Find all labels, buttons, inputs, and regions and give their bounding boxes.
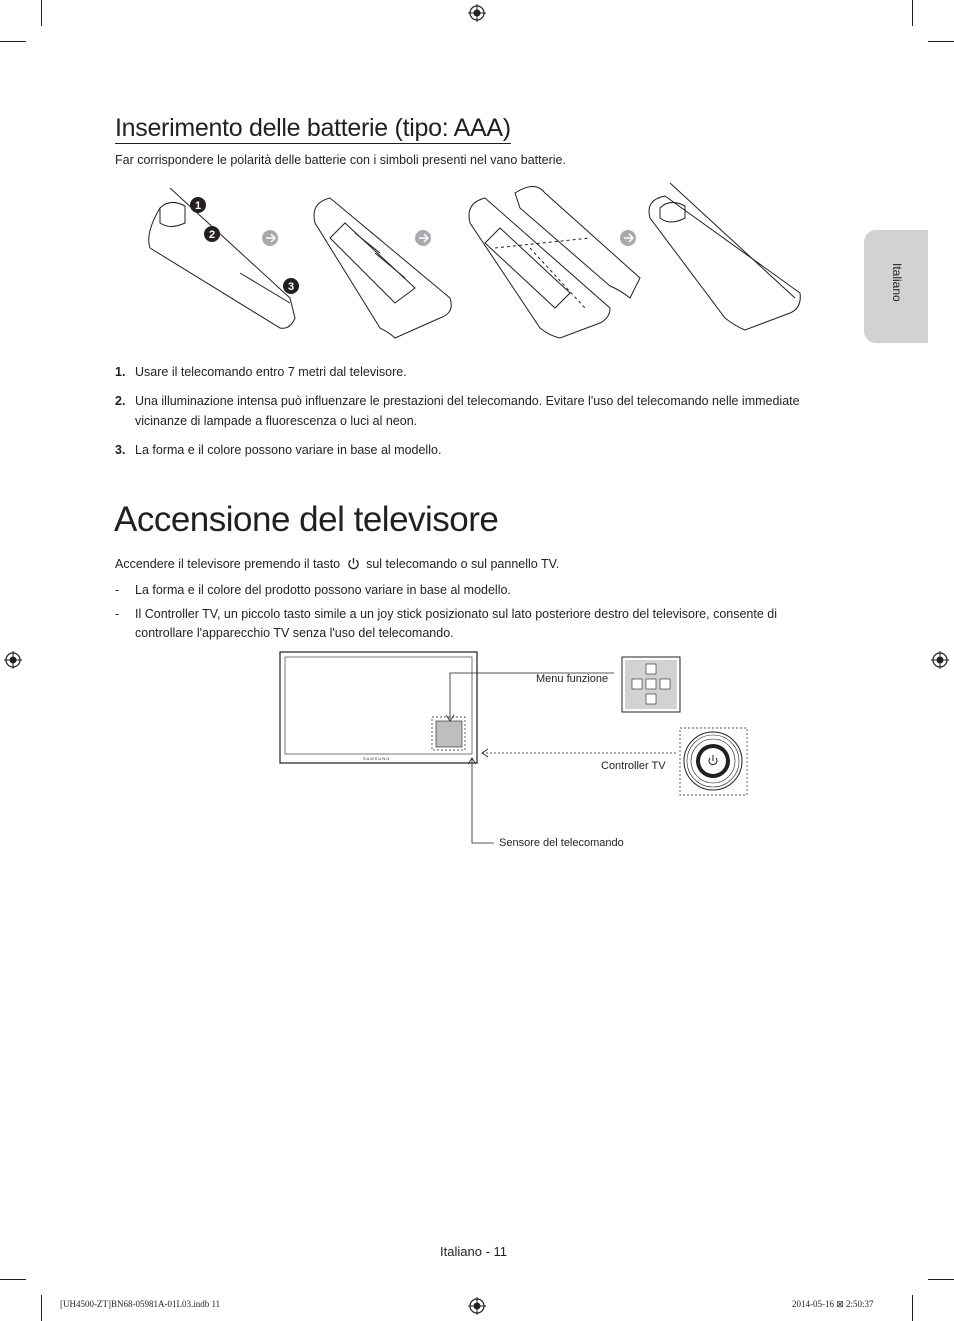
intro-text-before: Accendere il televisore premendo il tasto [115,557,341,571]
arrow-right-circle-icon [620,230,636,246]
note-text: La forma e il colore possono variare in base al modello. [135,443,442,457]
arrow-right-circle-icon [415,230,431,246]
page-number: Italiano - 11 [440,1244,507,1259]
intro-text-after: sul telecomando o sul pannello TV. [366,557,560,571]
notes-list [115,362,825,469]
section-intro-batteries: Far corrispondere le polarità delle batterie con i simboli presenti nel vano batterie. [115,153,566,167]
section-title-batteries: Inserimento delle batterie (tipo: AAA) [115,114,511,142]
battery-insertion-illustration [140,178,820,343]
step-badge-2 [204,226,220,242]
crop-mark [912,0,913,26]
note-number: 2. [115,394,126,408]
label-controller-tv: Controller TV [601,760,666,772]
note-number: 3. [115,443,126,457]
label-sensore-telecomando: Sensore del telecomando [499,837,624,849]
note-number: 1. [115,365,126,379]
language-tab [864,230,928,343]
list-item [115,362,825,382]
crop-mark [41,0,42,26]
bullet-dash: - [115,607,120,621]
tv-controller-diagram [270,645,760,860]
bullet-text: Il Controller TV, un piccolo tasto simile a un joy stick posizionato sul lato posteriore destro del televisore, consente di controllare l'apparecchio TV senza l'uso del telecomando. [135,607,777,640]
print-slug-left: [UH4500-ZT]BN68-05981A-01L03.indb 11 [60,1299,221,1309]
label-menu-funzione: Menu funzione [536,673,609,685]
crop-mark [0,1279,26,1280]
crop-mark [41,1295,42,1321]
svg-text:2: 2 [208,229,216,241]
bullet-dash: - [115,583,120,597]
crop-mark [912,1295,913,1321]
print-slug-right: 2014-05-16 ⊠ 2:50:37 [792,1299,874,1309]
step-badge-1 [190,197,206,213]
list-item [115,440,825,460]
note-text: Una illuminazione intensa può influenzare le prestazioni del telecomando. Evitare l'uso del telecomando nelle immediate vicinanze di lampade a fluorescenza o luci al neon. [135,394,800,428]
registration-mark-icon [4,651,22,669]
bullets-list [115,581,825,648]
bullet-text: La forma e il colore del prodotto possono variare in base al modello. [135,583,511,597]
tv-brand-label: SAMSUNG [363,756,391,761]
registration-mark-icon [468,4,486,22]
section-intro-power-on [115,557,559,571]
svg-text:1: 1 [194,200,202,212]
remote-step-2 [314,198,451,338]
crop-mark [928,1279,954,1280]
step-badge-3 [283,278,299,294]
arrow-right-circle-icon [262,230,278,246]
registration-mark-icon [468,1297,486,1315]
list-item [115,581,825,600]
section-title-power-on: Accensione del televisore [114,500,499,539]
language-tab-label: Italiano [890,263,904,302]
list-item [115,605,825,643]
crop-mark [928,41,954,42]
power-icon [347,557,360,570]
list-item [115,391,825,431]
registration-mark-icon [931,651,949,669]
svg-text:3: 3 [287,281,295,293]
note-text: Usare il telecomando entro 7 metri dal televisore. [135,365,407,379]
remote-step-1 [149,188,295,328]
remote-step-3 [469,187,640,339]
remote-step-4 [649,183,800,330]
crop-mark [0,41,26,42]
